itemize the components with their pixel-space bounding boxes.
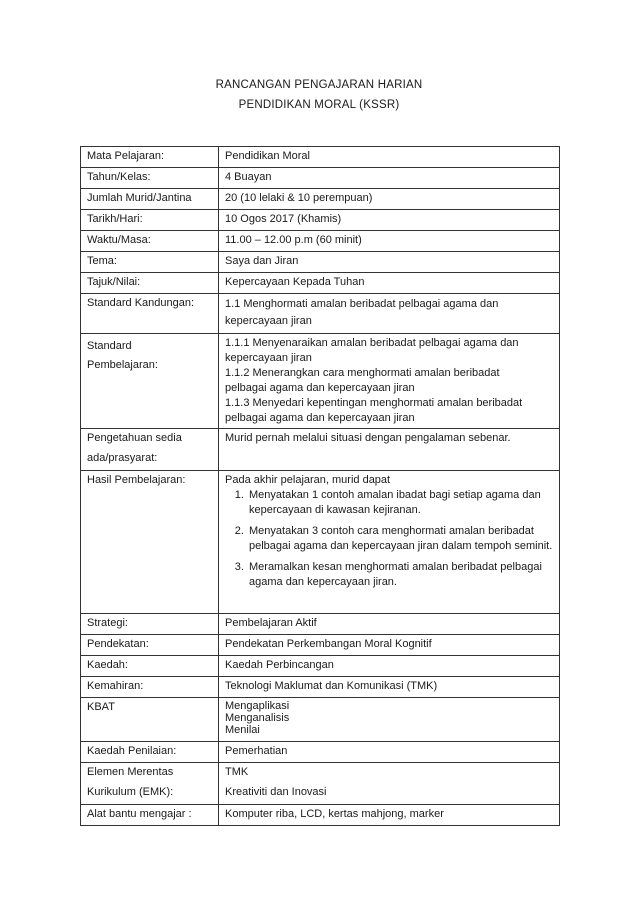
document-subtitle: PENDIDIKAN MORAL (KSSR) xyxy=(238,99,400,111)
row-pendekatan xyxy=(81,635,560,656)
row-label: Waktu/Masa: xyxy=(81,231,219,252)
row-label: Mata Pelajaran: xyxy=(81,147,219,168)
row-label: Tahun/Kelas: xyxy=(81,168,219,189)
row-label: Alat bantu mengajar : xyxy=(81,805,219,826)
row-value xyxy=(219,763,560,805)
label-line: Pembelajaran: xyxy=(87,359,158,371)
row-label: Pendekatan: xyxy=(81,635,219,656)
row-value xyxy=(219,334,560,429)
row-value: Murid pernah melalui situasi dengan pengalaman sebenar. xyxy=(219,429,560,471)
value-line: Mengaplikasi xyxy=(225,700,290,712)
row-value: Kaedah Perbincangan xyxy=(219,656,560,677)
row-value: Pendidikan Moral xyxy=(219,147,560,168)
row-value: Pendekatan Perkembangan Moral Kognitif xyxy=(219,635,560,656)
label-line: Standard xyxy=(87,340,132,352)
row-value: Pemerhatian xyxy=(219,742,560,763)
row-mata-pelajaran xyxy=(81,147,560,168)
row-value xyxy=(219,698,560,742)
row-label: KBAT xyxy=(81,698,219,742)
row-kemahiran xyxy=(81,677,560,698)
row-value: Kepercayaan Kepada Tuhan xyxy=(219,273,560,294)
row-kaedah xyxy=(81,656,560,677)
row-strategi xyxy=(81,614,560,635)
row-value xyxy=(219,471,560,614)
row-value xyxy=(219,294,560,334)
row-standard-pembelajaran xyxy=(81,334,560,429)
row-pengetahuan-sedia xyxy=(81,429,560,471)
value-line: 1.1.1 Menyenaraikan amalan beribadat pelbagai agama dan xyxy=(225,337,519,349)
row-label: Kaedah Penilaian: xyxy=(81,742,219,763)
value-line: Kreativiti dan Inovasi xyxy=(225,786,327,798)
row-label xyxy=(81,763,219,805)
lesson-plan-table xyxy=(80,146,560,826)
label-line: Kurikulum (EMK): xyxy=(87,786,174,798)
row-label: Hasil Pembelajaran: xyxy=(81,471,219,614)
row-value: Teknologi Maklumat dan Komunikasi (TMK) xyxy=(219,677,560,698)
value-line: Menganalisis xyxy=(225,712,290,724)
value-line: kepercayaan jiran xyxy=(225,352,312,364)
row-standard-kandungan xyxy=(81,294,560,334)
value-line: 1.1 Menghormati amalan beribadat pelbagai agama dan xyxy=(225,298,499,310)
row-label: Strategi: xyxy=(81,614,219,635)
row-label xyxy=(81,429,219,471)
label-line: Pengetahuan sedia xyxy=(87,432,182,444)
row-tahun-kelas xyxy=(81,168,560,189)
row-label: Kaedah: xyxy=(81,656,219,677)
row-label: Tajuk/Nilai: xyxy=(81,273,219,294)
row-kbat xyxy=(81,698,560,742)
row-value: Saya dan Jiran xyxy=(219,252,560,273)
row-label: Jumlah Murid/Jantina xyxy=(81,189,219,210)
row-hasil-pembelajaran xyxy=(81,471,560,614)
label-line: ada/prasyarat: xyxy=(87,452,158,464)
outcome-list xyxy=(225,488,553,590)
row-value: 10 Ogos 2017 (Khamis) xyxy=(219,210,560,231)
row-elemen-merentas xyxy=(81,763,560,805)
row-jumlah-murid xyxy=(81,189,560,210)
row-tema xyxy=(81,252,560,273)
value-line: 1.1.3 Menyedari kepentingan menghormati amalan beribadat xyxy=(225,397,523,409)
row-value: Pembelajaran Aktif xyxy=(219,614,560,635)
document-title: RANCANGAN PENGAJARAN HARIAN xyxy=(215,79,423,91)
value-line: TMK xyxy=(225,766,249,778)
row-kaedah-penilaian xyxy=(81,742,560,763)
outcome-intro: Pada akhir pelajaran, murid dapat xyxy=(225,474,391,486)
row-tajuk-nilai xyxy=(81,273,560,294)
row-value: 11.00 – 12.00 p.m (60 minit) xyxy=(219,231,560,252)
row-label xyxy=(81,334,219,429)
row-label: Tema: xyxy=(81,252,219,273)
value-line: pelbagai agama dan kepercayaan jiran xyxy=(225,382,415,394)
label-line: Elemen Merentas xyxy=(87,766,174,778)
value-line: pelbagai agama dan kepercayaan jiran xyxy=(225,412,415,424)
row-value: Komputer riba, LCD, kertas mahjong, marker xyxy=(219,805,560,826)
row-alat-bantu xyxy=(81,805,560,826)
row-label: Tarikh/Hari: xyxy=(81,210,219,231)
row-value: 20 (10 lelaki & 10 perempuan) xyxy=(219,189,560,210)
value-line: Menilai xyxy=(225,724,260,736)
row-value: 4 Buayan xyxy=(219,168,560,189)
value-line: kepercayaan jiran xyxy=(225,315,312,327)
row-waktu-masa xyxy=(81,231,560,252)
row-tarikh-hari xyxy=(81,210,560,231)
list-item: 1. Menyatakan 1 contoh amalan ibadat bagi setiap agama dan kepercayaan di kawasan kejiranan. xyxy=(247,488,553,518)
value-line: 1.1.2 Menerangkan cara menghormati amalan beribadat xyxy=(225,367,500,379)
list-item: 2. Menyatakan 3 contoh cara menghormati amalan beribadat pelbagai agama dan kepercayaan jiran dalam tempoh seminit. xyxy=(247,524,553,554)
row-label: Standard Kandungan: xyxy=(81,294,219,334)
list-item: 3. Meramalkan kesan menghormati amalan beribadat pelbagai agama dan kepercayaan jiran. xyxy=(247,560,553,590)
row-label: Kemahiran: xyxy=(81,677,219,698)
